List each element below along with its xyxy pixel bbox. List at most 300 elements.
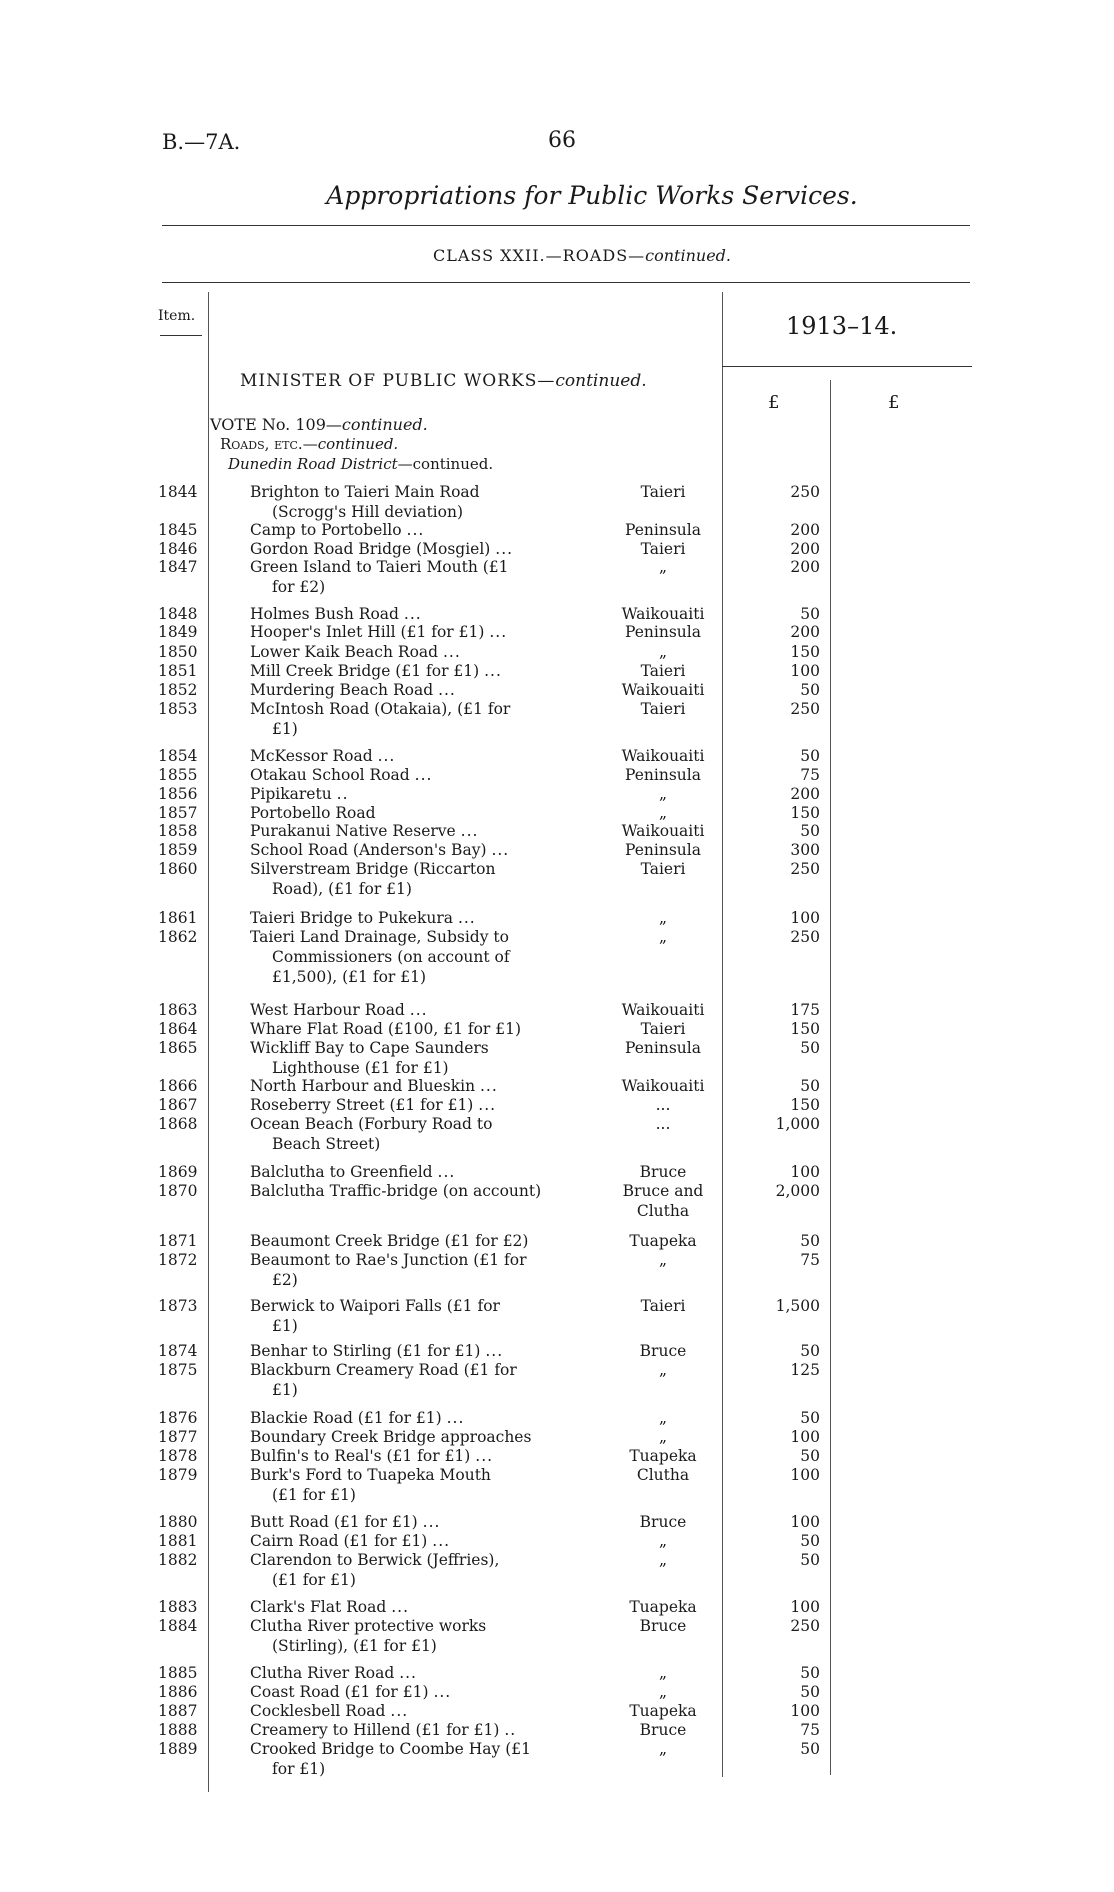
electoral-district [608,520,718,540]
item-number: 1868 [158,1115,198,1133]
description-text: Hooper's Inlet Hill (£1 for £1) [250,623,485,641]
amount: 200 [790,521,820,539]
item-description [250,642,575,662]
item-number: 1859 [158,841,198,859]
description-line [250,557,575,577]
amount: 100 [790,909,820,927]
item-description [250,661,575,681]
leader-dots: ... [460,822,479,840]
description-text: Cocklesbell Road [250,1702,386,1720]
description-text: Benhar to Stirling (£1 for £1) [250,1342,481,1360]
page-number: 66 [548,128,576,153]
item-description [250,1231,575,1251]
description-text: Silverstream Bridge (Riccarton [250,860,496,878]
description-continuation: for £2) [272,578,326,596]
amount: 150 [790,643,820,661]
amount: 150 [790,1096,820,1114]
description-line [250,1720,575,1740]
electoral-district [608,908,718,928]
description-text: Clutha River Road [250,1664,395,1682]
amount: 75 [800,1721,820,1739]
item-description [250,840,575,860]
amount: 50 [800,1683,820,1701]
description-text: Taieri Bridge to Pukekura [250,909,453,927]
leader-dots: ... [457,909,476,927]
electoral-district [608,1550,718,1570]
description-text: Clark's Flat Road [250,1598,387,1616]
description-text: Blackie Road (£1 for £1) [250,1409,442,1427]
vote-continued: continued. [341,415,428,434]
item-number: 1869 [158,1163,198,1181]
amount: 250 [790,928,820,946]
district-name: „ [658,1251,668,1269]
description-continuation: Road), (£1 for £1) [272,880,412,898]
district-name: Bruce [639,1513,687,1531]
electoral-district [608,1701,718,1721]
amount: 50 [800,1447,820,1465]
leader-dots: ... [399,1664,417,1682]
electoral-district [608,746,718,766]
description-line [250,803,575,823]
electoral-district [608,1720,718,1740]
description-text: Portobello Road [250,804,376,822]
item-description [250,1095,575,1115]
district-name: Waikouaiti [621,747,705,765]
electoral-district [608,927,718,947]
description-text: North Harbour and Blueskin [250,1077,476,1095]
item-description [250,680,575,700]
description-continuation: (Scrogg's Hill deviation) [272,503,463,521]
amount: 125 [790,1361,820,1379]
district-name: Taieri [640,662,686,680]
item-description [250,1019,575,1039]
amount: 75 [800,766,820,784]
amount: 100 [790,1163,820,1181]
description-line [250,539,575,559]
description-text: Pipikaretu [250,785,332,803]
description-line [250,1360,575,1380]
vote-text: VOTE No. 109— [210,415,342,434]
description-text: Balclutha to Greenfield [250,1163,433,1181]
item-number: 1854 [158,747,198,765]
item-column-header: Item. [158,308,196,324]
item-number: 1846 [158,540,198,558]
minister-heading [240,371,647,391]
description-continuation: £1) [272,1317,298,1335]
district-name: ... [655,1115,671,1133]
item-number: 1862 [158,928,198,946]
item-description [250,1616,575,1656]
amount: 100 [790,1598,820,1616]
item-number: 1870 [158,1182,198,1200]
item-description [250,1114,575,1154]
item-number: 1889 [158,1740,198,1758]
item-description [250,803,575,823]
item-description [250,1720,575,1740]
item-description [250,539,575,559]
leader-dots: ... [433,1683,452,1701]
district-name: Taieri [640,700,686,718]
description-line [250,746,575,766]
description-line [250,1550,575,1570]
description-line [250,840,575,860]
year-header: 1913–14. [786,312,898,340]
item-description [250,604,575,624]
class-heading-continued: continued. [645,246,732,265]
description-line [250,1663,575,1683]
amount: 50 [800,1551,820,1569]
electoral-district [608,1162,718,1182]
amount: 300 [790,841,820,859]
item-description [250,1682,575,1702]
item-description [250,1597,575,1617]
district-name: „ [658,909,668,927]
item-number: 1865 [158,1039,198,1057]
item-description [250,1512,575,1532]
district-name: Peninsula [625,1039,701,1057]
amount: 200 [790,623,820,641]
description-text: Balclutha Traffic-bridge (on account) [250,1182,542,1200]
district-name: „ [658,558,668,576]
leader-dots: ... [446,1409,465,1427]
description-continuation: £2) [272,1271,298,1289]
description-continuation: (Stirling), (£1 for £1) [272,1637,437,1655]
item-description [250,1341,575,1361]
amount: 100 [790,1513,820,1531]
amount: 50 [800,1409,820,1427]
district-name: „ [658,928,668,946]
description-line [250,1465,575,1485]
leader-dots: ... [437,1163,456,1181]
year-rule [722,366,972,367]
district-name: Tuapeka [629,1598,697,1616]
description-text: Clarendon to Berwick (Jeffries), [250,1551,500,1569]
district-name: Taieri [640,540,686,558]
electoral-district [608,859,718,879]
description-line [250,1512,575,1532]
district-heading [228,455,493,473]
district-name: Bruce and [622,1182,704,1200]
item-description [250,1076,575,1096]
description-text: Otakau School Road [250,766,410,784]
item-number: 1885 [158,1664,198,1682]
pound-symbol-right: £ [888,392,900,413]
district-name: „ [658,1664,668,1682]
leader-dots: ... [479,1077,498,1095]
electoral-district [608,784,718,804]
leader-dots: ... [475,1447,494,1465]
description-line [250,1701,575,1721]
district-name: Waikouaiti [621,1077,705,1095]
item-number: 1863 [158,1001,198,1019]
description-text: Wickliff Bay to Cape Saunders [250,1039,489,1057]
description-line [250,1000,575,1020]
minister-text: MINISTER OF PUBLIC WORKS— [240,371,556,391]
description-line [250,1616,575,1636]
roads-heading [220,435,398,453]
amount: 250 [790,1617,820,1635]
amount: 50 [800,1232,820,1250]
item-number: 1883 [158,1598,198,1616]
leader-dots: ... [489,623,508,641]
description-line [250,622,575,642]
amount: 50 [800,747,820,765]
description-line [250,699,575,719]
amount: 175 [790,1001,820,1019]
district-name: „ [658,1409,668,1427]
item-number: 1848 [158,605,198,623]
item-description [250,1000,575,1020]
description-line [250,680,575,700]
description-continuation: £1) [272,720,298,738]
item-description [250,622,575,642]
leader-dots: ... [409,1001,428,1019]
description-line [250,661,575,681]
amount: 150 [790,804,820,822]
amount: 1,500 [775,1297,820,1315]
electoral-district [608,1114,718,1134]
description-continuation: (£1 for £1) [272,1486,356,1504]
description-line [250,1446,575,1466]
description-text: Mill Creek Bridge (£1 for £1) [250,662,480,680]
description-line [250,927,575,947]
item-description [250,746,575,766]
district-name: Taieri [640,1297,686,1315]
roads-text: Roads, etc.— [220,435,318,453]
district-name: Bruce [639,1617,687,1635]
leader-dots: ... [484,662,502,680]
description-text: Beaumont to Rae's Junction (£1 for [250,1251,527,1269]
item-description [250,859,575,899]
leader-dots: .. [336,785,349,803]
page-title: Appropriations for Public Works Services. [326,181,858,210]
minister-continued: continued. [555,371,647,391]
district-name: Taieri [640,860,686,878]
item-number: 1879 [158,1466,198,1484]
leader-dots: ... [478,1096,497,1114]
item-description [250,1531,575,1551]
item-number: 1874 [158,1342,198,1360]
electoral-district [608,1181,718,1221]
amount: 200 [790,540,820,558]
item-number: 1855 [158,766,198,784]
electoral-district [608,1512,718,1532]
description-text: Butt Road (£1 for £1) [250,1513,418,1531]
district-column-rule [722,292,723,1777]
electoral-district [608,821,718,841]
description-line [250,1019,575,1039]
electoral-district [608,1296,718,1316]
description-line [250,1296,575,1316]
description-continuation: Beach Street) [272,1135,381,1153]
description-line [250,765,575,785]
description-text: Gordon Road Bridge (Mosgiel) [250,540,491,558]
description-text: Cairn Road (£1 for £1) [250,1532,428,1550]
amount: 150 [790,1020,820,1038]
district-name: Peninsula [625,766,701,784]
leader-dots: ... [485,1342,504,1360]
description-line [250,1095,575,1115]
amount: 75 [800,1251,820,1269]
leader-dots: ... [491,841,510,859]
description-text: Clutha River protective works [250,1617,487,1635]
district-name: Waikouaiti [621,822,705,840]
district-name: „ [658,1683,668,1701]
item-number: 1851 [158,662,198,680]
item-number: 1873 [158,1297,198,1315]
electoral-district [608,1663,718,1683]
item-description [250,1427,575,1447]
district-name: Tuapeka [629,1232,697,1250]
item-number: 1884 [158,1617,198,1635]
district-name: Bruce [639,1721,687,1739]
item-description [250,482,575,522]
description-line [250,482,575,502]
item-description [250,1360,575,1400]
amount: 250 [790,483,820,501]
description-text: Camp to Portobello [250,521,402,539]
description-text: Boundary Creek Bridge approaches [250,1428,532,1446]
description-line [250,1341,575,1361]
electoral-district [608,1465,718,1485]
district-name: ... [655,1096,671,1114]
description-line [250,821,575,841]
leader-dots: ... [443,643,461,661]
district-name: Taieri [640,483,686,501]
class-heading-text: CLASS XXII.—ROADS— [432,246,646,265]
electoral-district [608,1739,718,1759]
item-number: 1876 [158,1409,198,1427]
electoral-district [608,539,718,559]
district-name: „ [658,785,668,803]
item-description [250,1701,575,1721]
description-line [250,604,575,624]
item-number: 1856 [158,785,198,803]
description-text: Purakanui Native Reserve [250,822,456,840]
description-text: McKessor Road [250,747,373,765]
item-description [250,1465,575,1505]
district-text: Dunedin Road District [228,455,398,473]
description-line [250,1408,575,1428]
leader-dots: ... [495,540,514,558]
item-number: 1871 [158,1232,198,1250]
leader-dots: ... [403,605,422,623]
district-name: Clutha [636,1202,690,1220]
amount: 100 [790,1428,820,1446]
electoral-district [608,1682,718,1702]
district-name: Waikouaiti [621,681,705,699]
leader-dots: ... [390,1702,409,1720]
amount: 50 [800,1342,820,1360]
description-continuation: £1,500), (£1 for £1) [272,968,427,986]
district-name: „ [658,1428,668,1446]
district-name: Waikouaiti [621,1001,705,1019]
description-text: Roseberry Street (£1 for £1) [250,1096,474,1114]
amount: 1,000 [775,1115,820,1133]
description-text: West Harbour Road [250,1001,405,1019]
electoral-district [608,1360,718,1380]
item-number: 1857 [158,804,198,822]
description-text: Berwick to Waipori Falls (£1 for [250,1297,500,1315]
electoral-district [608,661,718,681]
electoral-district [608,1341,718,1361]
description-line [250,1181,575,1201]
item-description [250,1250,575,1290]
item-number: 1852 [158,681,198,699]
description-line [250,1076,575,1096]
description-line [250,1531,575,1551]
description-text: Blackburn Creamery Road (£1 for [250,1361,517,1379]
district-name: Tuapeka [629,1447,697,1465]
item-number: 1875 [158,1361,198,1379]
electoral-district [608,1095,718,1115]
electoral-district [608,1038,718,1058]
description-text: Taieri Land Drainage, Subsidy to [250,928,509,946]
electoral-district [608,642,718,662]
description-continuation: (£1 for £1) [272,1571,356,1589]
leader-dots: .. [504,1721,517,1739]
item-number: 1881 [158,1532,198,1550]
district-name: „ [658,1740,668,1758]
description-continuation: Lighthouse (£1 for £1) [272,1059,449,1077]
table-top-rule [162,282,970,283]
electoral-district [608,1250,718,1270]
item-description [250,927,575,987]
amount: 50 [800,1740,820,1758]
item-number: 1872 [158,1251,198,1269]
description-text: Ocean Beach (Forbury Road to [250,1115,493,1133]
item-description [250,699,575,739]
item-description [250,908,575,928]
district-name: „ [658,643,668,661]
amount: 100 [790,1466,820,1484]
amount: 2,000 [775,1182,820,1200]
item-number: 1850 [158,643,198,661]
item-description [250,1408,575,1428]
leader-dots: ... [377,747,396,765]
item-description [250,1181,575,1201]
item-number: 1880 [158,1513,198,1531]
item-number: 1882 [158,1551,198,1569]
amount: 50 [800,1532,820,1550]
item-description [250,765,575,785]
amount: 50 [800,1039,820,1057]
item-column-rule [208,292,209,1792]
electoral-district [608,1531,718,1551]
electoral-district [608,1597,718,1617]
description-line [250,859,575,879]
description-text: Murdering Beach Road [250,681,434,699]
description-text: Beaumont Creek Bridge (£1 for £2) [250,1232,529,1250]
electoral-district [608,765,718,785]
item-number: 1845 [158,521,198,539]
electoral-district [608,699,718,719]
item-number: 1849 [158,623,198,641]
description-line [250,1250,575,1270]
leader-dots: ... [414,766,433,784]
description-continuation: for £1) [272,1760,326,1778]
district-name: Peninsula [625,623,701,641]
item-description [250,520,575,540]
electoral-district [608,622,718,642]
district-name: „ [658,1551,668,1569]
item-description [250,557,575,597]
amount: 200 [790,558,820,576]
description-text: Creamery to Hillend (£1 for £1) [250,1721,500,1739]
district-name: „ [658,804,668,822]
electoral-district [608,1019,718,1039]
description-line [250,1682,575,1702]
